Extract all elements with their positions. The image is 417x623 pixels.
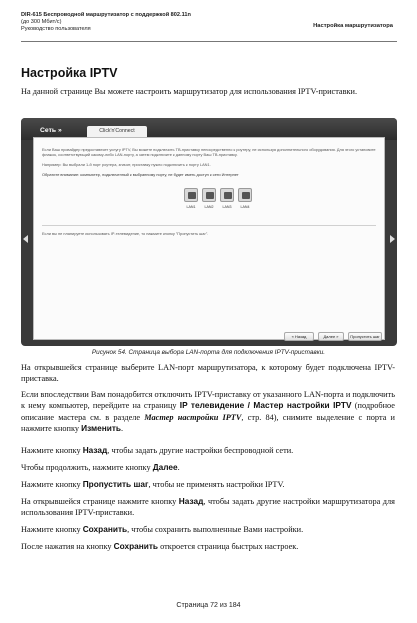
paragraph-select-port: На открывшейся странице выберите LAN-порт маршрутизатора, к которому будет подключена IPTV-приставка.: [21, 363, 395, 384]
skip-button[interactable]: Пропустить шаг: [348, 332, 382, 341]
p6-text-c: , чтобы задать другие настройки маршрутизатора для использования IPTV-приставки.: [21, 497, 395, 518]
header-product: [21, 12, 191, 34]
lan3-port-icon[interactable]: [220, 188, 234, 202]
lan2-label: LAN2: [204, 205, 214, 209]
p8-text-c: откроется страница быстрых настроек.: [158, 542, 299, 551]
paragraph-skip: [21, 479, 395, 490]
p6-text-a: На открывшейся странице нажмите кнопку: [21, 497, 179, 506]
paragraph-save: [21, 524, 395, 535]
screenshot-nav-label: Сеть »: [40, 127, 62, 134]
next-button[interactable]: Далее »: [318, 332, 344, 341]
lan4-port-icon[interactable]: [238, 188, 252, 202]
paragraph-back-router: [21, 496, 395, 519]
back-button-ref-2: Назад: [178, 496, 204, 506]
header-product-line3: Руководство пользователя: [21, 26, 91, 33]
save-button-ref-2: Сохранить: [113, 541, 159, 551]
left-arrow-icon: [23, 235, 28, 243]
screenshot-tab: Click'n'Connect: [87, 126, 147, 137]
header-product-line2: (до 300 Мбит/с): [21, 19, 62, 26]
lan1-label: LAN1: [186, 205, 196, 209]
paragraph-back: [21, 445, 395, 456]
iptv-description: Если Ваш провайдер предоставляет услугу IPTV, Вы можете подключить ТВ-приставку непосредственно к роутеру, не используя дополнительного оборудования. Для этого установите флажок, соответствующий какому-либо LAN-порту, а затем подключите к данному порту Ваш ТВ-приставку.: [42, 147, 376, 158]
p7-text-c: , чтобы сохранить выполненные Вами настройки.: [127, 525, 304, 534]
back-button[interactable]: « Назад: [284, 332, 314, 341]
p3-text-c: , чтобы задать другие настройки беспроводной сети.: [107, 446, 294, 455]
p3-text-a: Нажмите кнопку: [21, 446, 83, 455]
back-button-ref: Назад: [82, 445, 108, 455]
p2-text-e: , стр. 84), снимите выделение с порта и нажмите кнопку: [21, 412, 395, 434]
p4-text-c: .: [177, 463, 180, 472]
iptv-wizard-link: IP телевидение / Мастер настройки IPTV: [179, 400, 352, 411]
p4-text-a: Чтобы продолжить, нажмите кнопку: [21, 463, 153, 472]
iptv-instruction: Обратите внимание: компьютер, подключенный к выбранному порту, не будет иметь доступ к сети Интернет: [42, 172, 239, 177]
paragraph-disconnect: [21, 389, 395, 435]
intro-paragraph: На данной странице Вы можете настроить маршрутизатор для использования IPTV-приставки.: [21, 87, 358, 96]
content-divider: [42, 225, 376, 226]
iptv-example: Например: Вы выбрали 1-й порт роутера, значит, приставку нужно подключить к порту LAN1.: [42, 162, 211, 167]
page-header: [21, 12, 397, 42]
p2-text-a: Если впоследствии Вам понадобится отключить IPTV-приставку от указанного LAN-порта и подключить к нему компьютер, перейдите на страницу: [21, 390, 395, 411]
p5-text-c: , чтобы не применять настройки IPTV.: [148, 480, 285, 489]
right-arrow-icon: [390, 235, 395, 243]
figure-caption: Рисунок 54. Страница выбора LAN-порта для подключения IPTV-приставки.: [91, 349, 326, 356]
change-button-ref: Изменить: [81, 423, 122, 434]
lan-port-selector: [184, 188, 254, 218]
p5-text-a: Нажмите кнопку: [21, 480, 83, 489]
lan2-port-icon[interactable]: [202, 188, 216, 202]
p8-text-a: После нажатия на кнопку: [21, 542, 114, 551]
save-button-ref: Сохранить: [82, 524, 128, 534]
header-product-line1: DIR-615 Беспроводной маршрутизатор с поддержкой 802.11n: [21, 12, 191, 18]
lan4-label: LAN4: [240, 205, 250, 209]
p7-text-a: Нажмите кнопку: [21, 525, 83, 534]
p2-text-g: .: [121, 424, 124, 434]
iptv-wizard-section-ref: Мастер настройки IPTV: [144, 412, 242, 422]
page-title: Настройка IPTV: [21, 66, 118, 80]
paragraph-after-save: [21, 541, 395, 552]
p2-text-c: (подробное описание мастера см. в разделе: [21, 401, 395, 422]
paragraph-next: [21, 462, 395, 473]
lan3-label: LAN3: [222, 205, 232, 209]
header-section: Настройка маршрутизатора: [313, 23, 393, 29]
skip-button-ref: Пропустить шаг: [82, 479, 149, 489]
page-number: Страница 72 из 184: [176, 602, 241, 609]
skip-hint: Если вы не планируете использовать IP-телевидение, то нажмите кнопку "Пропустить шаг".: [42, 231, 209, 236]
screenshot-content: [33, 137, 385, 340]
lan1-port-icon[interactable]: [184, 188, 198, 202]
next-button-ref: Далее: [152, 462, 178, 472]
screenshot-figure: [21, 118, 397, 346]
